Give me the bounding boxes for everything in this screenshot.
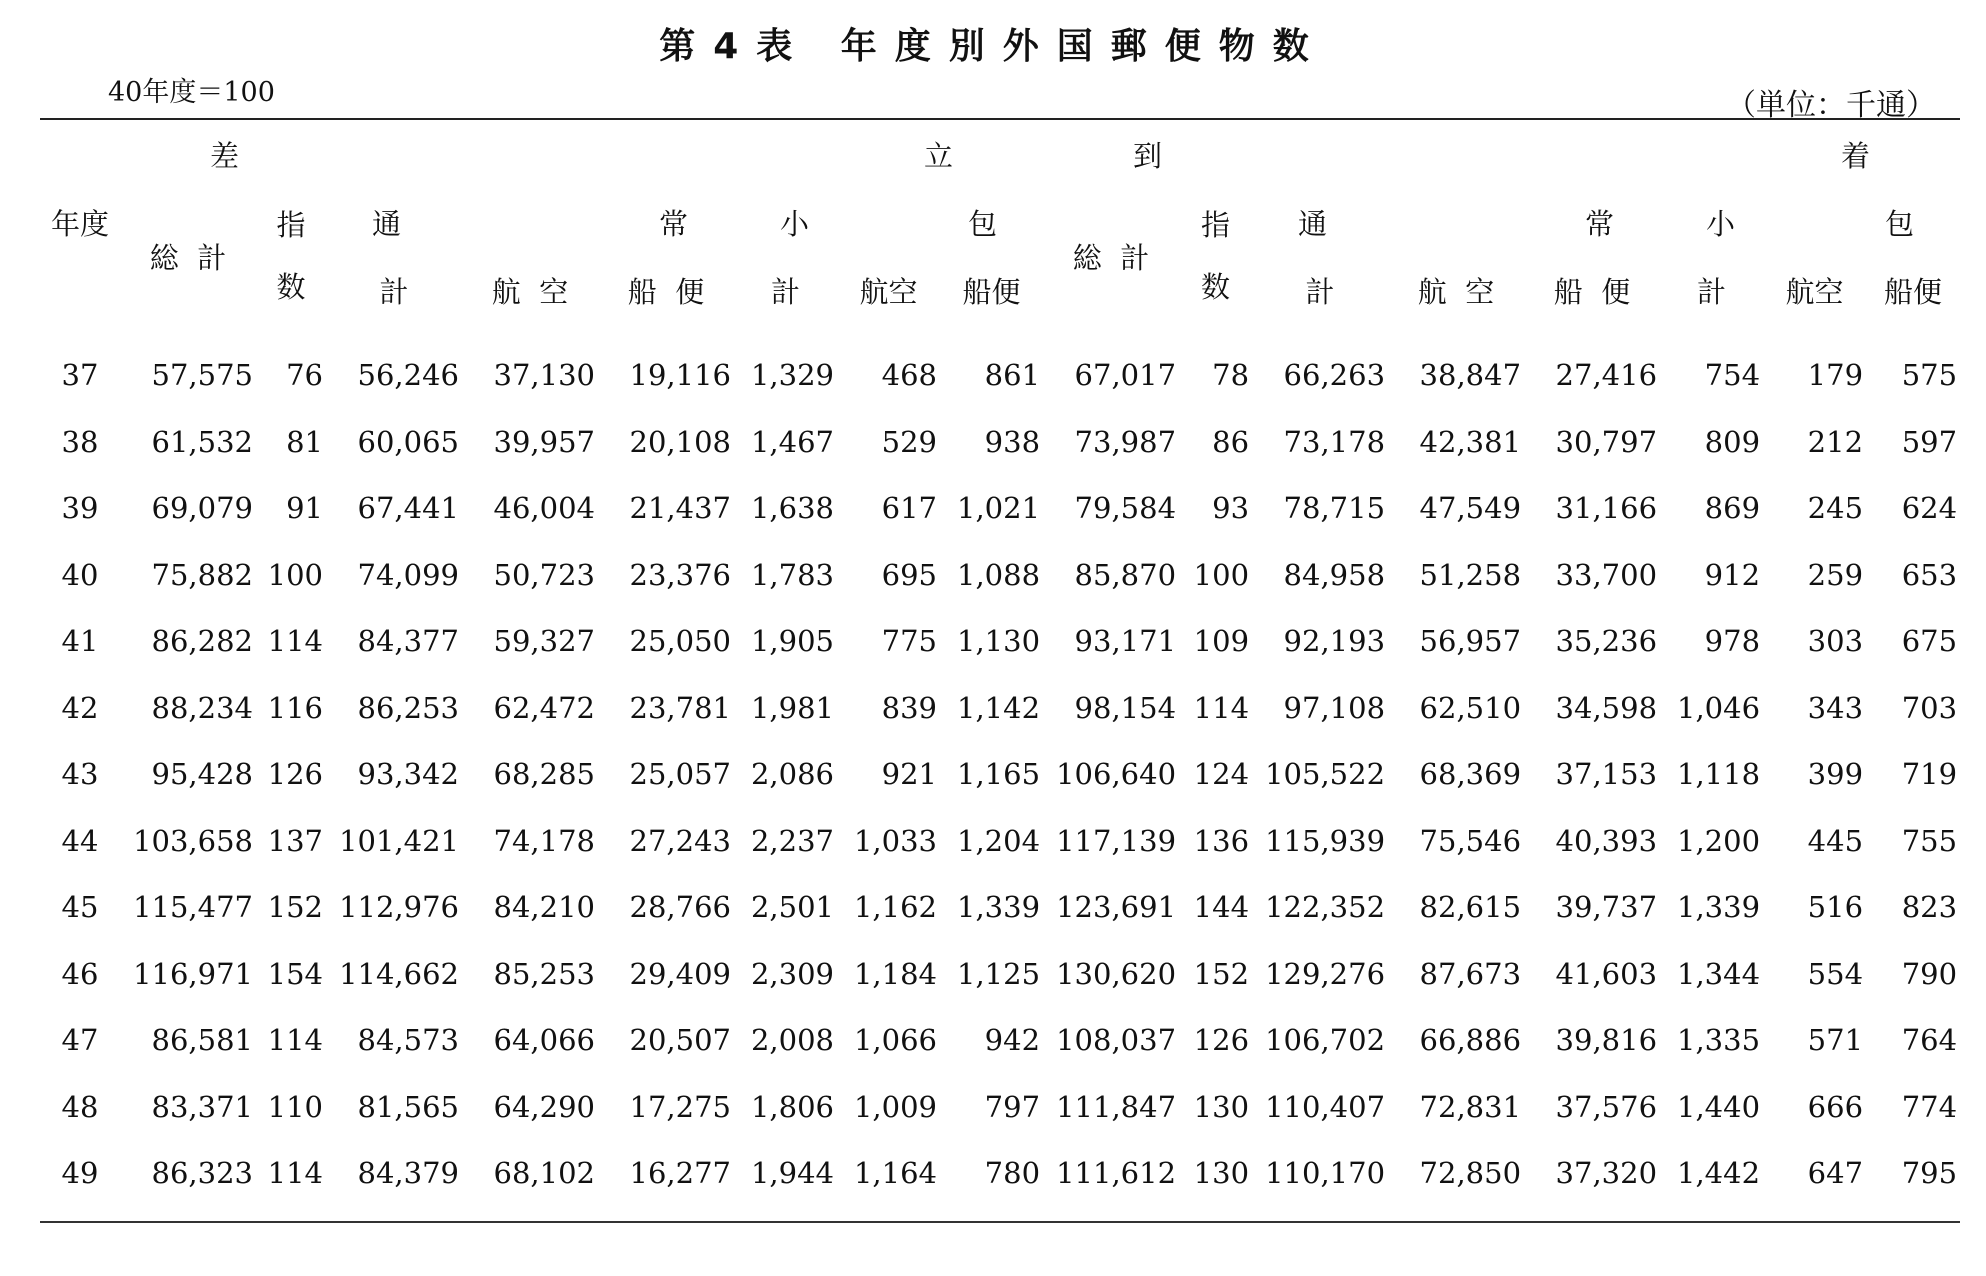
cell-d-ord-surface: 28,766 — [629, 890, 731, 925]
arrival-ordinary-total-header: 計 — [1305, 274, 1335, 309]
cell-d-index: 126 — [267, 757, 323, 792]
cell-a-ord-total: 110,407 — [1265, 1089, 1386, 1124]
cell-a-total: 93,171 — [1074, 624, 1177, 659]
cell-a-par-total: 1,046 — [1677, 690, 1761, 725]
cell-d-ord-total: 81,565 — [357, 1089, 459, 1124]
cell-d-total: 95,428 — [151, 757, 253, 792]
cell-a-ord-surface: 37,153 — [1555, 757, 1658, 792]
cell-a-ord-surface: 34,598 — [1555, 690, 1658, 725]
cell-d-index: 91 — [286, 491, 323, 526]
cell-a-par-surface: 703 — [1901, 690, 1958, 725]
dispatch-index-header: 指 数 — [276, 208, 306, 304]
cell-a-ord-surface: 33,700 — [1555, 557, 1658, 592]
mail-volume-table — [40, 118, 1960, 1223]
cell-d-par-total: 1,981 — [750, 690, 834, 725]
cell-d-index: 114 — [256, 1140, 326, 1222]
cell-a-index: 130 — [1179, 1140, 1252, 1222]
cell-a-par-surface: 755 — [1901, 823, 1958, 858]
table-row — [40, 874, 1960, 941]
cell-d-index: 110 — [267, 1089, 323, 1124]
cell-d-ord-total: 74,099 — [357, 557, 459, 592]
cell-a-par-air: 516 — [1807, 890, 1864, 925]
cell-a-total: 108,037 — [1056, 1023, 1177, 1058]
table-row — [40, 324, 1960, 409]
cell-a-ord-total: 73,178 — [1283, 424, 1386, 459]
cell-a-ord-total: 97,108 — [1283, 690, 1386, 725]
cell-a-ord-surface: 41,603 — [1555, 956, 1658, 991]
cell-d-par-total: 1,806 — [750, 1089, 834, 1124]
cell-d-total: 57,575 — [151, 358, 253, 393]
cell-d-par-total: 2,008 — [750, 1023, 834, 1058]
cell-d-index: 137 — [267, 823, 323, 858]
cell-year: 43 — [61, 757, 99, 792]
cell-a-total: 111,847 — [1056, 1089, 1177, 1124]
cell-a-total: 117,139 — [1056, 823, 1177, 858]
arrival-parcel-total-header: 計 — [1697, 274, 1727, 309]
cell-a-par-total: 1,339 — [1677, 890, 1761, 925]
cell-d-par-surface: 780 — [940, 1140, 1043, 1222]
cell-d-par-air: 617 — [881, 491, 937, 526]
cell-a-ord-air: 42,381 — [1419, 424, 1522, 459]
cell-a-ord-surface: 35,236 — [1555, 624, 1658, 659]
cell-a-par-air: 179 — [1807, 358, 1864, 393]
dispatch-ordinary-total-header: 計 — [379, 274, 409, 309]
cell-d-ord-total: 56,246 — [357, 358, 459, 393]
cell-d-par-air: 1,162 — [853, 890, 937, 925]
cell-d-ord-surface: 20,507 — [629, 1023, 731, 1058]
cell-d-par-surface: 1,021 — [957, 491, 1041, 526]
cell-a-par-surface: 653 — [1901, 557, 1958, 592]
arrival-ordinary-header: 通 常 — [1298, 206, 1615, 241]
cell-a-par-air: 259 — [1807, 557, 1864, 592]
cell-a-par-air: 554 — [1807, 956, 1864, 991]
cell-d-par-total: 2,309 — [750, 956, 834, 991]
cell-a-par-surface: 790 — [1901, 956, 1958, 991]
cell-d-total: 88,234 — [151, 690, 253, 725]
cell-d-par-surface: 1,125 — [957, 956, 1041, 991]
cell-d-par-surface: 797 — [984, 1089, 1041, 1124]
cell-a-par-surface: 675 — [1901, 624, 1958, 659]
cell-a-index: 93 — [1212, 491, 1250, 526]
cell-a-index: 130 — [1193, 1089, 1250, 1124]
cell-d-par-total: 2,237 — [750, 823, 834, 858]
cell-d-index: 76 — [286, 358, 323, 393]
cell-a-ord-air: 82,615 — [1419, 890, 1522, 925]
cell-year: 49 — [40, 1140, 120, 1222]
cell-a-total: 98,154 — [1074, 690, 1177, 725]
cell-a-ord-air: 47,549 — [1419, 491, 1522, 526]
cell-d-par-surface: 1,130 — [957, 624, 1041, 659]
cell-a-ord-surface: 37,320 — [1524, 1140, 1660, 1222]
table-row — [40, 941, 1960, 1008]
cell-a-par-surface: 795 — [1866, 1140, 1960, 1222]
cell-d-par-surface: 861 — [984, 358, 1041, 393]
cell-year: 41 — [61, 624, 99, 659]
cell-a-total: 111,612 — [1043, 1140, 1179, 1222]
dispatch-total-header: 総 計 — [149, 240, 227, 275]
table-header — [40, 119, 1960, 324]
index-base-note: 40年度＝100 — [108, 77, 275, 108]
cell-d-par-total: 1,944 — [734, 1140, 837, 1222]
dispatch-parcel-header: 小 包 — [780, 206, 998, 241]
cell-d-total: 75,882 — [151, 557, 253, 592]
cell-a-par-total: 1,118 — [1677, 757, 1761, 792]
cell-a-index: 152 — [1193, 956, 1250, 991]
cell-a-par-air: 647 — [1763, 1140, 1866, 1222]
cell-a-index: 136 — [1193, 823, 1250, 858]
cell-d-total: 61,532 — [151, 424, 253, 459]
cell-a-ord-total: 92,193 — [1283, 624, 1386, 659]
cell-d-par-surface: 1,204 — [957, 823, 1041, 858]
cell-a-ord-surface: 27,416 — [1555, 358, 1658, 393]
cell-d-ord-total: 84,377 — [357, 624, 459, 659]
cell-d-ord-air: 46,004 — [493, 491, 595, 526]
cell-d-par-surface: 1,088 — [957, 557, 1041, 592]
cell-d-total: 69,079 — [151, 491, 253, 526]
cell-d-par-surface: 1,165 — [957, 757, 1041, 792]
cell-d-ord-total: 86,253 — [357, 690, 459, 725]
cell-a-total: 67,017 — [1074, 358, 1177, 393]
cell-d-ord-air: 68,102 — [462, 1140, 598, 1222]
cell-a-total: 123,691 — [1056, 890, 1177, 925]
cell-d-ord-total: 93,342 — [357, 757, 459, 792]
cell-d-par-total: 2,086 — [750, 757, 834, 792]
cell-a-par-air: 399 — [1807, 757, 1864, 792]
cell-d-ord-surface: 23,376 — [629, 557, 731, 592]
cell-d-par-total: 1,329 — [750, 358, 834, 393]
table-body — [40, 324, 1960, 1222]
cell-d-ord-air: 74,178 — [493, 823, 595, 858]
cell-a-index: 100 — [1193, 557, 1250, 592]
cell-a-index: 109 — [1193, 624, 1250, 659]
cell-a-par-air: 245 — [1807, 491, 1864, 526]
cell-d-par-air: 1,184 — [853, 956, 937, 991]
cell-a-total: 106,640 — [1056, 757, 1177, 792]
cell-a-par-total: 1,440 — [1677, 1089, 1761, 1124]
table-title: 第4表 年度別外国郵便物数 — [659, 26, 1327, 67]
cell-a-ord-surface: 37,576 — [1555, 1089, 1658, 1124]
cell-a-ord-air: 72,850 — [1388, 1140, 1524, 1222]
cell-a-par-total: 978 — [1704, 624, 1761, 659]
dispatch-parcel-surface-header: 船便 — [962, 274, 1021, 309]
cell-a-ord-air: 66,886 — [1419, 1023, 1522, 1058]
cell-d-ord-surface: 20,108 — [629, 424, 731, 459]
dispatch-ordinary-air-header: 航 空 — [491, 274, 569, 309]
cell-a-par-air: 343 — [1807, 690, 1864, 725]
cell-a-par-total: 809 — [1704, 424, 1761, 459]
cell-year: 42 — [61, 690, 99, 725]
cell-d-par-surface: 1,142 — [957, 690, 1041, 725]
cell-a-ord-total: 110,170 — [1252, 1140, 1388, 1222]
table-row — [40, 542, 1960, 609]
cell-d-ord-air: 68,285 — [493, 757, 595, 792]
cell-year: 47 — [61, 1023, 99, 1058]
cell-d-ord-total: 114,662 — [339, 956, 459, 991]
cell-a-par-total: 1,344 — [1677, 956, 1761, 991]
arrival-parcel-air-header: 航空 — [1785, 274, 1844, 309]
cell-a-ord-air: 56,957 — [1419, 624, 1522, 659]
table-row — [40, 741, 1960, 808]
cell-year: 48 — [61, 1089, 99, 1124]
cell-a-par-air: 303 — [1807, 624, 1864, 659]
cell-a-ord-total: 66,263 — [1283, 358, 1386, 393]
cell-year: 40 — [61, 557, 99, 592]
dispatch-group-header: 差 立 — [120, 119, 1043, 188]
cell-a-par-air: 445 — [1807, 823, 1864, 858]
table-row — [40, 675, 1960, 742]
cell-d-par-air: 839 — [881, 690, 937, 725]
arrival-ordinary-air-header: 航 空 — [1417, 274, 1495, 309]
arrival-parcel-surface-header: 船便 — [1884, 274, 1943, 309]
cell-d-ord-air: 50,723 — [493, 557, 595, 592]
cell-d-index: 100 — [267, 557, 323, 592]
cell-a-index: 124 — [1193, 757, 1250, 792]
cell-a-par-surface: 823 — [1901, 890, 1958, 925]
cell-a-par-air: 666 — [1807, 1089, 1864, 1124]
cell-d-index: 114 — [267, 1023, 323, 1058]
cell-a-ord-total: 84,958 — [1283, 557, 1386, 592]
table-row — [40, 1140, 1960, 1222]
cell-d-index: 116 — [267, 690, 323, 725]
cell-a-ord-air: 51,258 — [1419, 557, 1522, 592]
cell-d-total: 86,323 — [120, 1140, 256, 1222]
cell-d-ord-surface: 25,057 — [629, 757, 731, 792]
cell-d-ord-surface: 27,243 — [629, 823, 731, 858]
cell-a-ord-surface: 39,737 — [1555, 890, 1658, 925]
cell-year: 46 — [61, 956, 99, 991]
cell-year: 39 — [61, 491, 99, 526]
cell-d-ord-surface: 23,781 — [629, 690, 731, 725]
cell-a-ord-total: 115,939 — [1265, 823, 1386, 858]
cell-d-total: 116,971 — [133, 956, 253, 991]
unit-note: （単位：千通） — [1726, 88, 1936, 123]
table-row — [40, 808, 1960, 875]
cell-year: 45 — [61, 890, 99, 925]
cell-a-total: 85,870 — [1074, 557, 1177, 592]
arrival-parcel-header: 小 包 — [1706, 206, 1915, 241]
cell-a-par-air: 571 — [1807, 1023, 1864, 1058]
cell-a-ord-air: 75,546 — [1419, 823, 1522, 858]
arrival-index-header: 指 数 — [1201, 208, 1231, 304]
cell-d-ord-air: 64,066 — [493, 1023, 595, 1058]
cell-d-ord-total: 84,379 — [326, 1140, 462, 1222]
cell-a-index: 126 — [1193, 1023, 1250, 1058]
cell-d-total: 86,282 — [151, 624, 253, 659]
cell-a-ord-total: 106,702 — [1265, 1023, 1386, 1058]
cell-d-index: 152 — [267, 890, 323, 925]
cell-d-ord-air: 37,130 — [493, 358, 595, 393]
cell-d-ord-total: 67,441 — [357, 491, 459, 526]
cell-a-ord-air: 72,831 — [1419, 1089, 1522, 1124]
cell-d-par-total: 1,638 — [750, 491, 834, 526]
cell-d-ord-air: 62,472 — [493, 690, 595, 725]
cell-a-ord-total: 122,352 — [1265, 890, 1386, 925]
cell-d-ord-surface: 17,275 — [629, 1089, 731, 1124]
cell-d-index: 114 — [267, 624, 323, 659]
dispatch-parcel-total-header: 計 — [770, 274, 800, 309]
arrival-group-header: 到 着 — [1043, 119, 1960, 188]
cell-d-par-surface: 942 — [984, 1023, 1041, 1058]
cell-d-total: 103,658 — [133, 823, 253, 858]
cell-a-par-total: 1,442 — [1660, 1140, 1763, 1222]
cell-a-par-surface: 575 — [1901, 358, 1958, 393]
cell-a-ord-surface: 39,816 — [1555, 1023, 1658, 1058]
cell-a-par-surface: 764 — [1901, 1023, 1958, 1058]
dispatch-parcel-air-header: 航空 — [859, 274, 918, 309]
cell-d-par-air: 775 — [881, 624, 937, 659]
cell-d-ord-air: 64,290 — [493, 1089, 595, 1124]
cell-d-par-air: 1,033 — [853, 823, 937, 858]
cell-d-ord-air: 85,253 — [493, 956, 595, 991]
cell-d-par-air: 1,009 — [853, 1089, 937, 1124]
cell-d-ord-surface: 25,050 — [629, 624, 731, 659]
cell-d-par-air: 1,066 — [853, 1023, 937, 1058]
cell-a-par-surface: 719 — [1901, 757, 1958, 792]
dispatch-ordinary-surface-header: 船 便 — [627, 274, 705, 309]
cell-d-par-air: 695 — [881, 557, 937, 592]
cell-d-total: 115,477 — [133, 890, 253, 925]
cell-a-index: 144 — [1193, 890, 1250, 925]
cell-d-par-air: 529 — [881, 424, 937, 459]
cell-a-ord-total: 78,715 — [1283, 491, 1386, 526]
cell-a-par-total: 754 — [1704, 358, 1761, 393]
cell-a-ord-air: 38,847 — [1419, 358, 1522, 393]
cell-d-ord-total: 60,065 — [357, 424, 459, 459]
cell-d-par-air: 921 — [881, 757, 937, 792]
cell-year: 44 — [61, 823, 99, 858]
cell-a-par-total: 1,200 — [1677, 823, 1761, 858]
cell-a-ord-surface: 40,393 — [1555, 823, 1658, 858]
cell-d-par-total: 1,783 — [750, 557, 834, 592]
cell-a-par-surface: 774 — [1901, 1089, 1958, 1124]
cell-d-index: 81 — [286, 424, 323, 459]
cell-a-ord-air: 62,510 — [1419, 690, 1522, 725]
cell-d-ord-air: 59,327 — [493, 624, 595, 659]
cell-a-index: 86 — [1212, 424, 1250, 459]
cell-d-ord-air: 39,957 — [493, 424, 595, 459]
cell-d-par-surface: 938 — [984, 424, 1041, 459]
table-row — [40, 1074, 1960, 1141]
cell-a-par-total: 1,335 — [1677, 1023, 1761, 1058]
cell-year: 37 — [61, 358, 99, 393]
cell-d-par-air: 1,164 — [837, 1140, 940, 1222]
cell-a-ord-total: 105,522 — [1265, 757, 1386, 792]
cell-d-par-total: 1,905 — [750, 624, 834, 659]
cell-a-index: 78 — [1212, 358, 1250, 393]
cell-d-ord-surface: 19,116 — [629, 358, 731, 393]
dispatch-ordinary-header: 通 常 — [372, 206, 688, 241]
cell-d-ord-total: 101,421 — [339, 823, 459, 858]
cell-a-index: 114 — [1193, 690, 1250, 725]
cell-a-total: 73,987 — [1074, 424, 1177, 459]
cell-a-par-surface: 597 — [1901, 424, 1958, 459]
cell-a-total: 79,584 — [1074, 491, 1177, 526]
cell-d-par-total: 2,501 — [750, 890, 834, 925]
cell-d-ord-air: 84,210 — [493, 890, 595, 925]
cell-d-ord-surface: 21,437 — [629, 491, 731, 526]
cell-d-ord-surface: 29,409 — [629, 956, 731, 991]
cell-d-par-surface: 1,339 — [957, 890, 1041, 925]
cell-a-ord-surface: 30,797 — [1555, 424, 1658, 459]
table-row — [40, 409, 1960, 476]
cell-a-par-total: 869 — [1704, 491, 1761, 526]
cell-d-par-air: 468 — [881, 358, 937, 393]
cell-d-total: 83,371 — [151, 1089, 253, 1124]
year-header: 年度 — [40, 119, 120, 324]
cell-a-par-surface: 624 — [1901, 491, 1958, 526]
table-row — [40, 475, 1960, 542]
table-row — [40, 1007, 1960, 1074]
cell-a-ord-air: 68,369 — [1419, 757, 1522, 792]
cell-a-ord-total: 129,276 — [1265, 956, 1386, 991]
arrival-total-header: 総 計 — [1072, 240, 1150, 275]
cell-d-par-total: 1,467 — [750, 424, 834, 459]
cell-a-total: 130,620 — [1056, 956, 1177, 991]
cell-d-index: 154 — [267, 956, 323, 991]
cell-a-par-total: 912 — [1704, 557, 1761, 592]
arrival-ordinary-surface-header: 船 便 — [1553, 274, 1631, 309]
cell-d-ord-total: 84,573 — [357, 1023, 459, 1058]
cell-d-total: 86,581 — [151, 1023, 253, 1058]
table-row — [40, 608, 1960, 675]
cell-a-par-air: 212 — [1807, 424, 1864, 459]
cell-a-ord-surface: 31,166 — [1555, 491, 1658, 526]
cell-year: 38 — [61, 424, 99, 459]
cell-a-ord-air: 87,673 — [1419, 956, 1522, 991]
cell-d-ord-surface: 16,277 — [598, 1140, 734, 1222]
cell-d-ord-total: 112,976 — [339, 890, 459, 925]
